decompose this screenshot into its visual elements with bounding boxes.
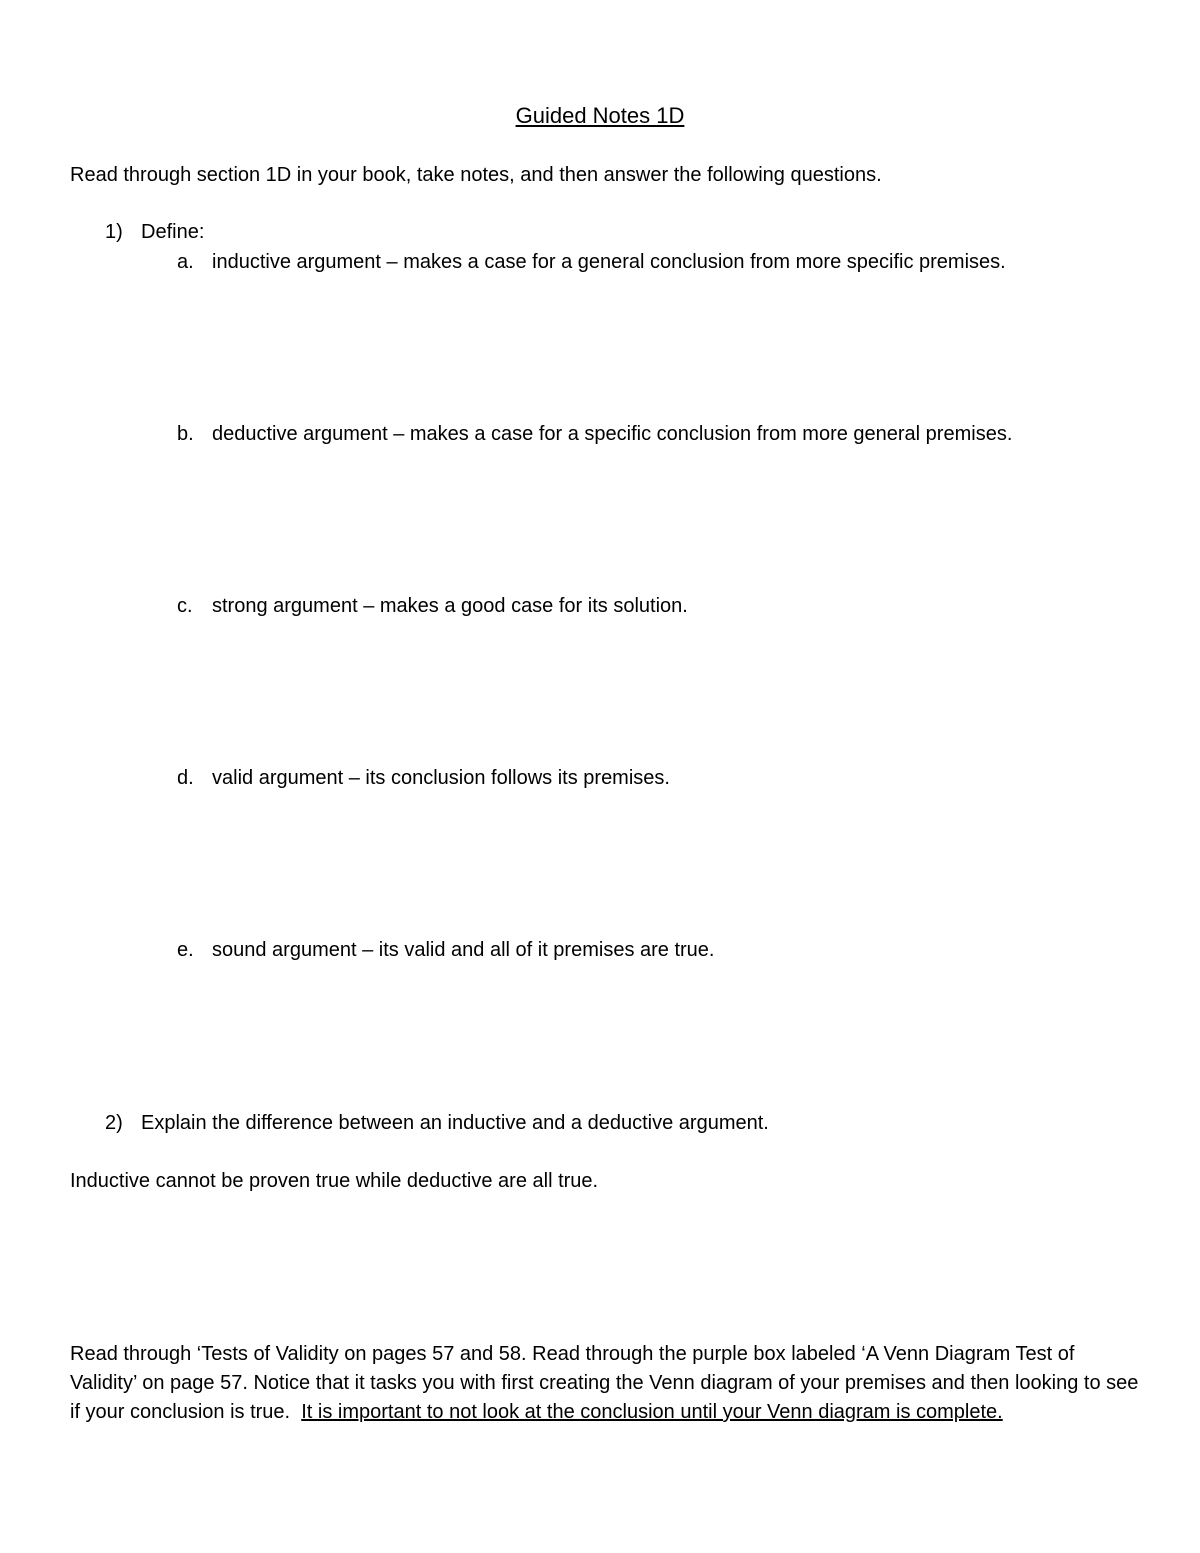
definition-a-letter: a.	[177, 251, 194, 273]
definition-d-letter: d.	[177, 767, 194, 789]
question-2-prompt: Explain the difference between an inductive and a deductive argument.	[141, 1112, 769, 1134]
question-1-prompt: Define:	[141, 221, 205, 243]
question-2-answer: Inductive cannot be proven true while deductive are all true.	[70, 1170, 599, 1192]
definition-e-text: sound argument – its valid and all of it premises are true.	[212, 939, 715, 961]
definition-d-text: valid argument – its conclusion follows its premises.	[212, 767, 670, 789]
question-2-number: 2)	[105, 1112, 123, 1134]
closing-underlined-text: It is important to not look at the conclusion until your Venn diagram is complete.	[301, 1401, 1003, 1423]
definition-e-letter: e.	[177, 939, 194, 961]
page-title: Guided Notes 1D	[515, 103, 685, 128]
definition-c-letter: c.	[177, 595, 193, 617]
question-1-number: 1)	[105, 221, 123, 243]
definition-b-text: deductive argument – makes a case for a specific conclusion from more general premises.	[212, 423, 1013, 445]
definition-c-text: strong argument – makes a good case for its solution.	[212, 595, 688, 617]
intro-instructions: Read through section 1D in your book, take notes, and then answer the following questions.	[70, 164, 882, 186]
definition-a-text: inductive argument – makes a case for a general conclusion from more specific premises.	[212, 251, 1006, 273]
definition-b-letter: b.	[177, 423, 194, 445]
closing-paragraph	[70, 1340, 1145, 1427]
closing-text: Read through ‘Tests of Validity on pages 57 and 58. Read through the purple box labeled ‘A Venn Diagram Test of Validity’ on page 57. Notice that it tasks you with first creating the Venn diagram of your premises and then looking to see if your conclusion is true.	[70, 1343, 1139, 1423]
